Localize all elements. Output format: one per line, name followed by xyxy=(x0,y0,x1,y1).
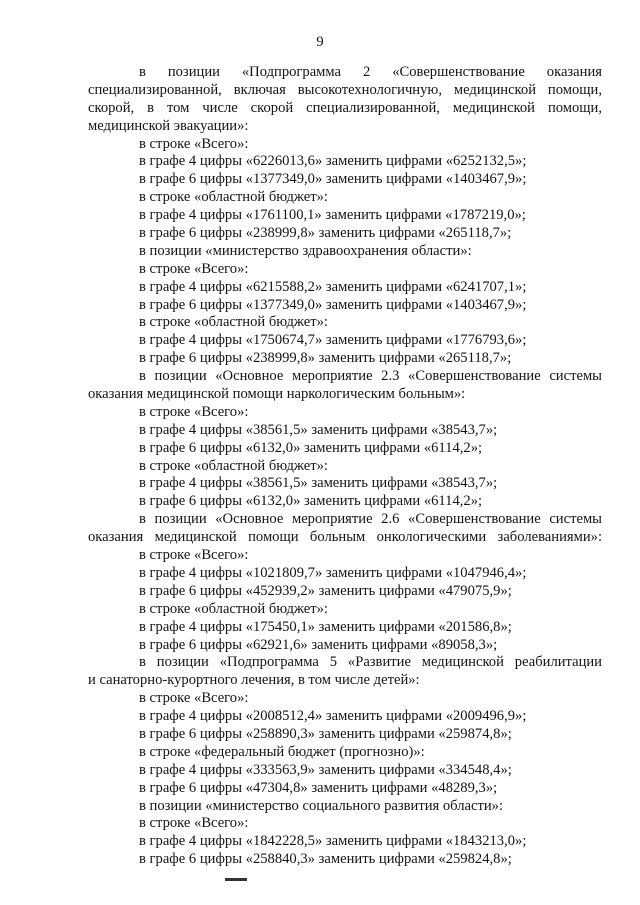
text-line: в графе 4 цифры «6215588,2» заменить цифрами «6241707,1»; xyxy=(139,278,527,295)
text-line: в графе 6 цифры «1377349,0» заменить цифрами «1403467,9»; xyxy=(139,296,527,313)
text-line: в графе 6 цифры «6132,0» заменить цифрами «6114,2»; xyxy=(139,493,483,510)
text-line: в графе 6 цифры «258890,3» заменить цифрами «259874,8»; xyxy=(139,725,512,742)
text-line: в графе 4 цифры «1021809,7» заменить цифрами «1047946,4»; xyxy=(139,564,527,581)
text-line: в графе 4 цифры «333563,9» заменить цифрами «334548,4»; xyxy=(139,761,512,778)
text-line: в графе 4 цифры «6226013,6» заменить цифрами «6252132,5»; xyxy=(139,153,527,170)
text-line: в строке «Всего»: xyxy=(139,260,249,277)
text-line: в графе 4 цифры «2008512,4» заменить цифрами «2009496,9»; xyxy=(139,708,527,725)
text-line: в графе 6 цифры «452939,2» заменить цифрами «479075,9»; xyxy=(139,582,512,599)
text-line: в графе 6 цифры «238999,8» заменить цифрами «265118,7»; xyxy=(139,225,512,242)
text-line: в позиции «министерство здравоохранения области»: xyxy=(139,242,472,259)
text-line: медицинской эвакуации»: xyxy=(88,117,249,134)
text-line: специализированной, включая высокотехнологичную, медицинской помощи, xyxy=(88,81,602,98)
text-line: в позиции «Подпрограмма 2 «Совершенствование оказания xyxy=(139,64,602,80)
text-line: оказания медицинской помощи наркологическим больным»: xyxy=(88,386,466,403)
text-line: в строке «Всего»: xyxy=(139,690,249,707)
text-line: в графе 6 цифры «62921,6» заменить цифрами «89058,3»; xyxy=(139,636,498,653)
text-line: в графе 6 цифры «238999,8» заменить цифрами «265118,7»; xyxy=(139,350,512,367)
text-line: в графе 4 цифры «175450,1» заменить цифрами «201586,8»; xyxy=(139,618,512,635)
text-line: в графе 4 цифры «38561,5» заменить цифрами «38543,7»; xyxy=(139,421,498,438)
text-line: в строке «областной бюджет»: xyxy=(139,314,328,331)
text-line: в графе 6 цифры «6132,0» заменить цифрами «6114,2»; xyxy=(139,439,483,456)
text-line: в строке «Всего»: xyxy=(139,547,249,564)
page-number: 9 xyxy=(316,34,324,50)
text-line: в графе 4 цифры «38561,5» заменить цифрами «38543,7»; xyxy=(139,475,498,492)
text-line: в строке «Всего»: xyxy=(139,815,249,832)
text-line: и санаторно-курортного лечения, в том числе детей»: xyxy=(88,672,420,689)
text-line: в строке «областной бюджет»: xyxy=(139,457,328,474)
text-line: в графе 4 цифры «1750674,7» заменить цифрами «1776793,6»; xyxy=(139,332,527,349)
text-line: в графе 6 цифры «258840,3» заменить цифрами «259824,8»; xyxy=(139,851,512,868)
text-line: в графе 6 цифры «47304,8» заменить цифрами «48289,3»; xyxy=(139,779,498,796)
text-line: в позиции «Основное мероприятие 2.3 «Совершенствование системы xyxy=(139,368,602,385)
text-line: в строке «областной бюджет»: xyxy=(139,189,328,206)
text-line: в позиции «Подпрограмма 5 «Развитие медицинской реабилитации xyxy=(139,654,602,671)
scan-mark xyxy=(225,878,247,881)
text-line: в строке «федеральный бюджет (прогнозно)»: xyxy=(139,743,425,760)
text-line: скорой, в том числе скорой специализированной, медицинской помощи, xyxy=(88,99,602,116)
text-line: в позиции «Основное мероприятие 2.6 «Совершенствование системы xyxy=(139,511,602,528)
text-line: оказания медицинской помощи больным онкологическими заболеваниями»: xyxy=(88,529,602,546)
text-line: в графе 6 цифры «1377349,0» заменить цифрами «1403467,9»; xyxy=(139,171,527,188)
document-body xyxy=(88,64,602,869)
text-line: в строке «Всего»: xyxy=(139,135,249,152)
text-line: в строке «Всего»: xyxy=(139,403,249,420)
text-line: в графе 4 цифры «1842228,5» заменить цифрами «1843213,0»; xyxy=(139,833,527,850)
text-line: в графе 4 цифры «1761100,1» заменить цифрами «1787219,0»; xyxy=(139,207,526,224)
text-line: в позиции «министерство социального развития области»: xyxy=(139,797,504,814)
text-line: в строке «областной бюджет»: xyxy=(139,600,328,617)
